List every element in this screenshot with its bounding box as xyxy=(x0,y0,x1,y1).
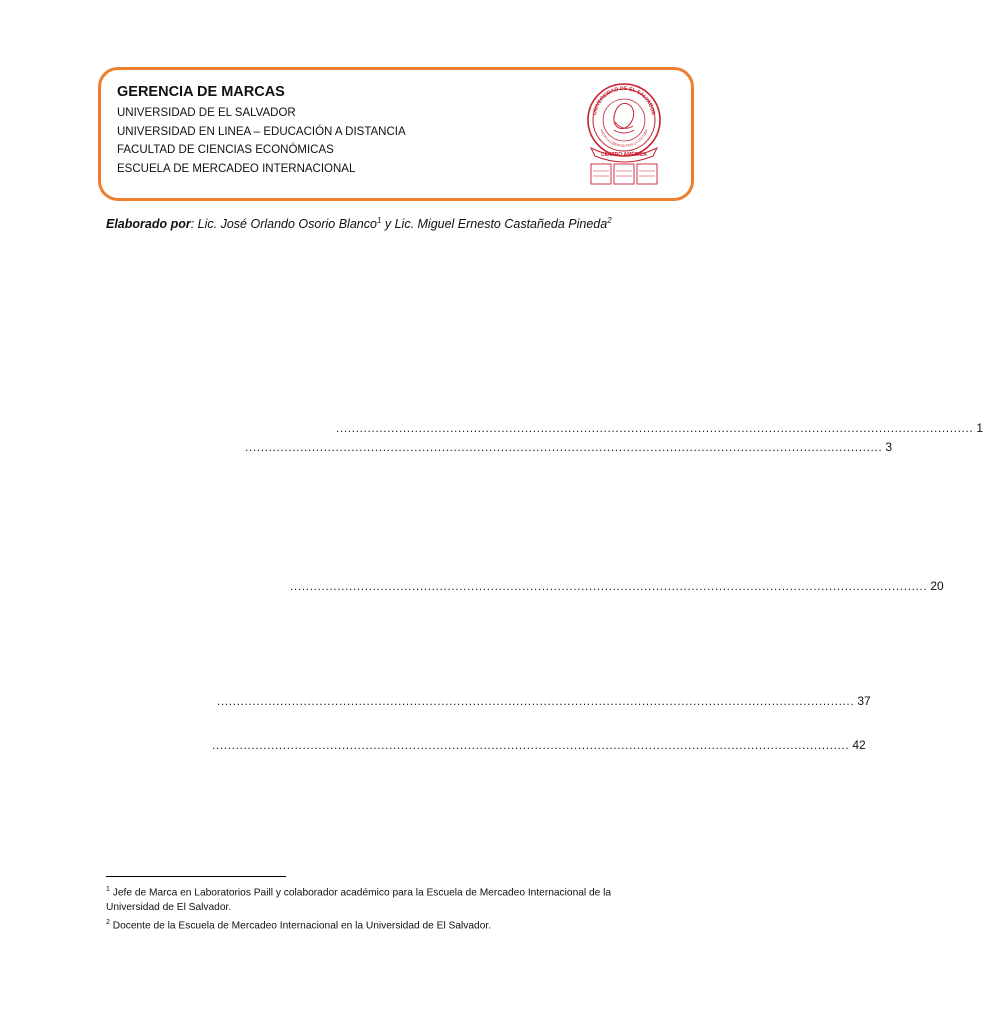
toc-entry[interactable] xyxy=(336,421,983,437)
toc-leader-dots: .................................................................................................................................................................. xyxy=(336,421,974,435)
footnote-text: Jefe de Marca en Laboratorios Paill y colaborador académico para la Escuela de Mercadeo Internacional de la Universidad de El Salvador. xyxy=(106,887,612,914)
svg-text:UNIVERSIDAD DE EL SALVADOR: UNIVERSIDAD DE EL SALVADOR xyxy=(592,85,656,116)
author-footnote-ref-2: 2 xyxy=(607,216,612,225)
toc-leader-dots: .................................................................................................................................................................. xyxy=(217,694,855,708)
program-name: UNIVERSIDAD EN LINEA – EDUCACIÓN A DISTANCIA xyxy=(117,125,406,138)
toc-leader-dots: .................................................................................................................................................................. xyxy=(245,440,883,454)
author-second: y Lic. Miguel Ernesto Castañeda Pineda xyxy=(381,217,608,232)
faculty-name: FACULTAD DE CIENCIAS ECONÓMICAS xyxy=(117,144,334,156)
footnote-text: Docente de la Escuela de Mercadeo Internacional en la Universidad de El Salvador. xyxy=(109,920,492,932)
header-text xyxy=(117,84,406,178)
toc-page-number: 20 xyxy=(930,579,944,593)
author-footnote-ref-1: 1 xyxy=(376,216,382,225)
toc-entry[interactable] xyxy=(245,440,892,456)
footnotes xyxy=(106,882,666,934)
toc-page-number: 3 xyxy=(885,440,892,454)
svg-text:CENTRO AMÉRICA: CENTRO AMÉRICA xyxy=(601,152,647,158)
university-seal-logo xyxy=(585,78,663,190)
footnote-2 xyxy=(106,915,666,933)
toc-page-number: 42 xyxy=(852,738,866,752)
toc-leader-dots: .................................................................................................................................................................. xyxy=(212,738,850,752)
svg-text:HACIA LA LIBERTAD POR LA CULTU: HACIA LA LIBERTAD POR LA CULTURA xyxy=(599,128,649,149)
footnote-separator xyxy=(106,876,286,877)
toc-entry[interactable] xyxy=(212,738,866,754)
author-line xyxy=(106,216,612,231)
toc-leader-dots: .................................................................................................................................................................. xyxy=(290,579,928,593)
school-name: ESCUELA DE MERCADEO INTERNACIONAL xyxy=(117,162,356,175)
university-name: UNIVERSIDAD DE EL SALVADOR xyxy=(117,107,296,119)
toc-page-number: 1 xyxy=(976,421,983,435)
document-title: GERENCIA DE MARCAS xyxy=(117,84,285,100)
footnote-number: 2 xyxy=(106,919,110,927)
header-box xyxy=(98,67,694,201)
toc-page-number: 37 xyxy=(857,694,871,708)
author-first: : Lic. José Orlando Osorio Blanco xyxy=(190,217,377,232)
toc-entry[interactable] xyxy=(217,694,871,710)
footnote-number: 1 xyxy=(106,886,110,893)
toc-entry[interactable] xyxy=(290,579,944,595)
footnote-1 xyxy=(106,882,666,915)
author-label: Elaborado por xyxy=(106,217,191,232)
